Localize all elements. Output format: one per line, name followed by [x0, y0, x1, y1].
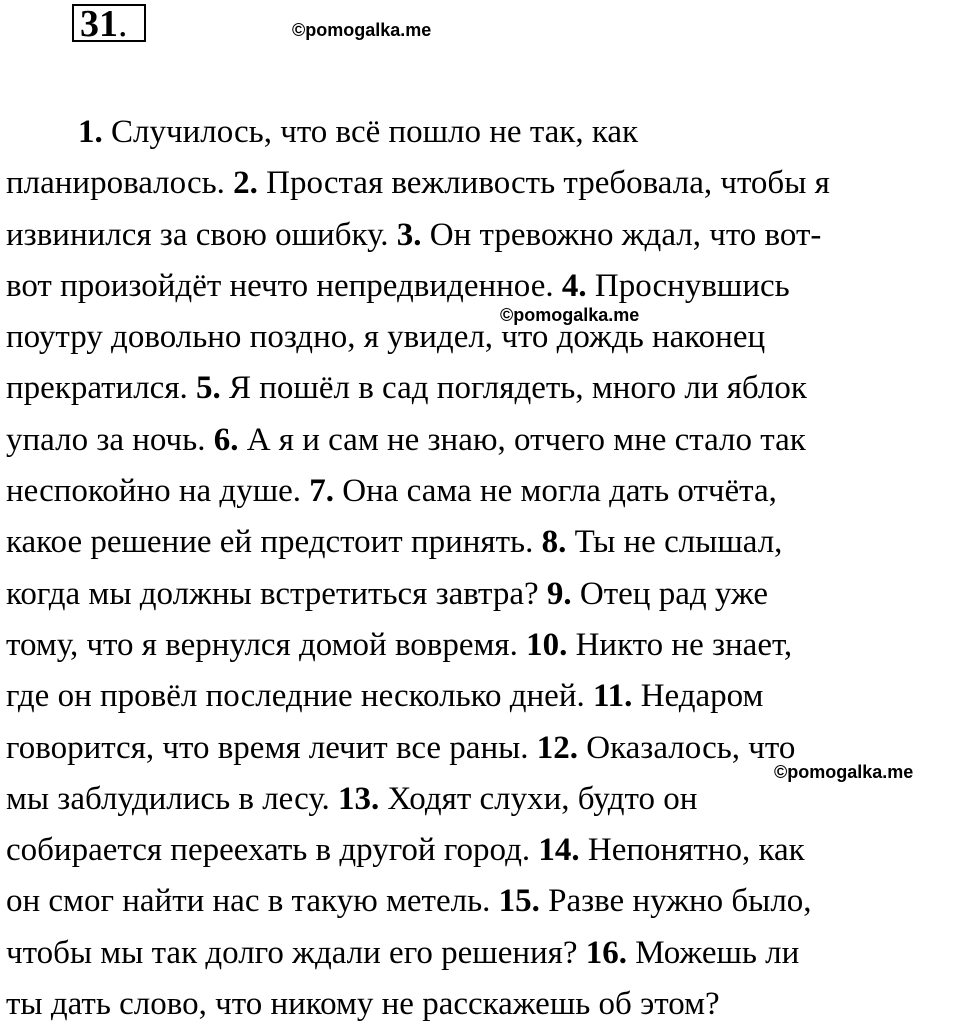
exercise-text: [6, 107, 960, 1030]
text-line: [6, 671, 960, 722]
sentence-text: Отец рад уже: [571, 575, 768, 612]
sentence-text: когда мы должны встретиться завтра?: [6, 575, 547, 612]
watermark-top: ©pomogalka.me: [292, 20, 432, 40]
sentence-text: Недаром: [632, 678, 764, 715]
sentence-text: извинился за свою ошибку.: [6, 216, 397, 253]
sentence-number: 3.: [396, 216, 422, 253]
text-line: [6, 466, 960, 517]
text-line: [6, 312, 960, 363]
sentence-number: 9.: [546, 575, 572, 612]
text-line: [6, 979, 960, 1030]
sentence-number: 6.: [213, 421, 239, 458]
text-line: [6, 876, 960, 927]
sentence-text: собирается переехать в другой город.: [6, 832, 539, 869]
sentence-text: мы заблудились в лесу.: [6, 780, 339, 817]
sentence-text: Разве нужно было,: [539, 883, 812, 920]
exercise-number-dot: .: [118, 3, 128, 45]
sentence-text: Оказалось, что: [578, 729, 796, 766]
sentence-text: Проснувшись: [586, 267, 790, 304]
sentence-text: неспокойно на душе.: [6, 473, 310, 510]
sentence-text: тому, что я вернулся домой вовремя.: [6, 626, 527, 663]
watermark-mid: ©pomogalka.me: [500, 305, 640, 325]
sentence-text: упало за ночь.: [6, 421, 214, 458]
text-line: [6, 158, 960, 209]
sentence-text: Простая вежливость требовала, чтобы я: [257, 165, 830, 202]
sentence-text: Никто не знает,: [567, 626, 793, 663]
sentence-text: планировалось.: [6, 165, 234, 202]
text-line: [6, 261, 960, 312]
sentence-number: 2.: [233, 165, 258, 202]
sentence-text: чтобы мы так долго ждали его решения?: [6, 934, 586, 971]
sentence-text: Можешь ли: [627, 934, 800, 971]
sentence-text: Непонятно, как: [579, 832, 805, 869]
sentence-text: поутру довольно поздно, я увидел, что дождь наконец: [6, 319, 766, 356]
text-line: [6, 928, 960, 979]
sentence-text: Я пошёл в сад поглядеть, много ли яблок: [220, 370, 807, 407]
sentence-number: 10.: [526, 626, 568, 663]
text-line: [6, 107, 960, 158]
sentence-text: говорится, что время лечит все раны.: [6, 729, 537, 766]
sentence-text: Случилось, что всё пошло не так, как: [102, 114, 639, 150]
exercise-number: 31: [80, 3, 118, 45]
sentence-number: 1.: [78, 114, 103, 150]
sentence-number: 16.: [585, 934, 628, 971]
text-line: [6, 363, 960, 414]
sentence-text: где он провёл последние несколько дней.: [6, 678, 593, 715]
sentence-text: прекратился.: [6, 370, 197, 407]
sentence-text: Она сама не могла дать отчёта,: [334, 473, 777, 510]
sentence-text: он смог найти нас в такую метель.: [6, 883, 499, 920]
sentence-text: вот произойдёт нечто непредвиденное.: [6, 267, 562, 304]
sentence-number: 7.: [309, 473, 335, 510]
sentence-text: Ты не слышал,: [566, 524, 783, 561]
sentence-number: 8.: [541, 524, 567, 561]
sentence-text: ты дать слово, что никому не расскажешь об этом?: [6, 986, 720, 1023]
sentence-number: 11.: [593, 678, 633, 715]
sentence-number: 12.: [536, 729, 579, 766]
exercise-number-box: [72, 3, 146, 45]
text-line: [6, 620, 960, 671]
sentence-number: 15.: [498, 883, 540, 920]
sentence-text: Он тревожно ждал, что вот-: [421, 216, 822, 253]
sentence-text: какое решение ей предстоит принять.: [6, 524, 542, 561]
sentence-number: 5.: [196, 370, 221, 407]
sentence-number: 4.: [561, 267, 587, 304]
text-line: [6, 517, 960, 568]
text-line: [6, 569, 960, 620]
sentence-number: 13.: [338, 780, 380, 817]
sentence-text: Ходят слухи, будто он: [379, 780, 698, 817]
sentence-number: 14.: [538, 832, 580, 869]
sentence-text: А я и сам не знаю, отчего мне стало так: [238, 421, 806, 458]
watermark-low: ©pomogalka.me: [774, 762, 914, 782]
text-line: [6, 825, 960, 876]
text-line: [6, 415, 960, 466]
text-line: [6, 210, 960, 261]
